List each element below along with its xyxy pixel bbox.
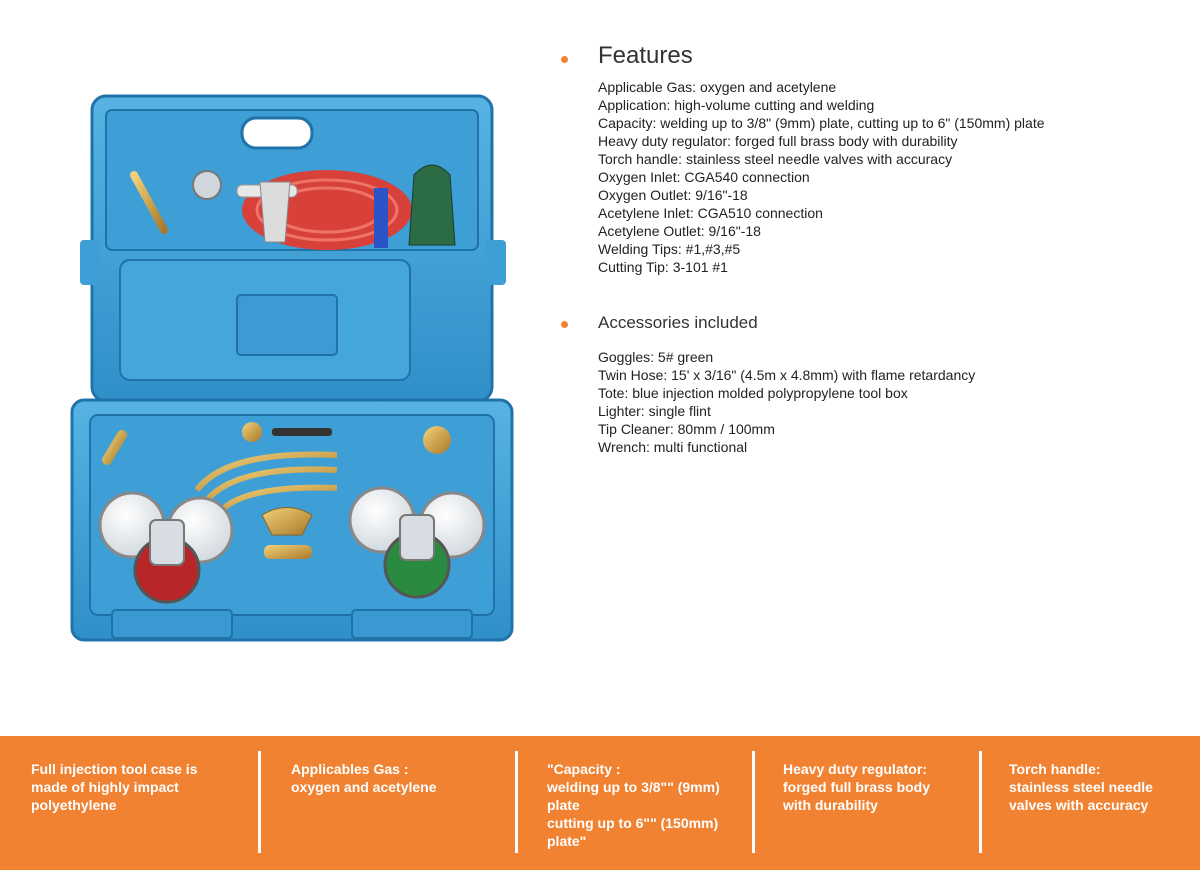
banner-line: valves with accuracy bbox=[1009, 797, 1149, 813]
banner-column-capacity bbox=[547, 760, 720, 850]
accessories-list bbox=[598, 348, 975, 456]
feature-item: Cutting Tip: 3-101 #1 bbox=[598, 259, 728, 275]
feature-item: Acetylene Inlet: CGA510 connection bbox=[598, 205, 823, 221]
banner-line: oxygen and acetylene bbox=[291, 779, 437, 795]
features-list bbox=[598, 78, 1045, 276]
banner-line: stainless steel needle bbox=[1009, 779, 1153, 795]
banner-line: plate" bbox=[547, 833, 587, 849]
banner-line: polyethylene bbox=[31, 797, 117, 813]
feature-item: Welding Tips: #1,#3,#5 bbox=[598, 241, 741, 257]
accessory-item: Twin Hose: 15' x 3/16" (4.5m x 4.8mm) with flame retardancy bbox=[598, 367, 976, 383]
banner-line: Full injection tool case is bbox=[31, 761, 198, 777]
feature-item: Capacity: welding up to 3/8" (9mm) plate, cutting up to 6" (150mm) plate bbox=[598, 115, 1045, 131]
banner-line: made of highly impact bbox=[31, 779, 179, 795]
accessories-title: Accessories included bbox=[598, 313, 758, 332]
banner-line: plate bbox=[547, 797, 580, 813]
banner-divider bbox=[979, 751, 982, 853]
banner-line: forged full brass body bbox=[783, 779, 931, 795]
banner-divider bbox=[752, 751, 755, 853]
banner-column-gas bbox=[291, 760, 437, 796]
accessory-item: Wrench: multi functional bbox=[598, 439, 748, 455]
feature-item: Application: high-volume cutting and welding bbox=[598, 97, 875, 113]
banner-column-regulator bbox=[783, 760, 930, 814]
banner-divider bbox=[515, 751, 518, 853]
feature-item: Applicable Gas: oxygen and acetylene bbox=[598, 79, 837, 95]
banner-line: cutting up to 6"" (150mm) bbox=[547, 815, 719, 831]
product-image bbox=[62, 90, 522, 650]
accessory-item: Goggles: 5# green bbox=[598, 349, 714, 365]
accessory-item: Tip Cleaner: 80mm / 100mm bbox=[598, 421, 775, 437]
features-title: Features bbox=[598, 42, 693, 69]
banner-column-case bbox=[31, 760, 197, 814]
accessory-item: Lighter: single flint bbox=[598, 403, 711, 419]
accessory-item: Tote: blue injection molded polypropylene tool box bbox=[598, 385, 908, 401]
feature-banner bbox=[0, 736, 1200, 870]
feature-item: Oxygen Outlet: 9/16"-18 bbox=[598, 187, 748, 203]
banner-line: Torch handle: bbox=[1009, 761, 1101, 777]
banner-divider bbox=[258, 751, 261, 853]
accessories-bullet-icon bbox=[561, 321, 568, 328]
banner-line: with durability bbox=[783, 797, 878, 813]
banner-line: welding up to 3/8"" (9mm) bbox=[547, 779, 720, 795]
feature-item: Acetylene Outlet: 9/16"-18 bbox=[598, 223, 761, 239]
banner-line: Heavy duty regulator: bbox=[783, 761, 927, 777]
feature-item: Torch handle: stainless steel needle valves with accuracy bbox=[598, 151, 953, 167]
feature-item: Heavy duty regulator: forged full brass body with durability bbox=[598, 133, 958, 149]
banner-line: "Capacity : bbox=[547, 761, 621, 777]
feature-item: Oxygen Inlet: CGA540 connection bbox=[598, 169, 810, 185]
banner-column-torch bbox=[1009, 760, 1153, 814]
banner-line: Applicables Gas : bbox=[291, 761, 409, 777]
features-bullet-icon bbox=[561, 56, 568, 63]
